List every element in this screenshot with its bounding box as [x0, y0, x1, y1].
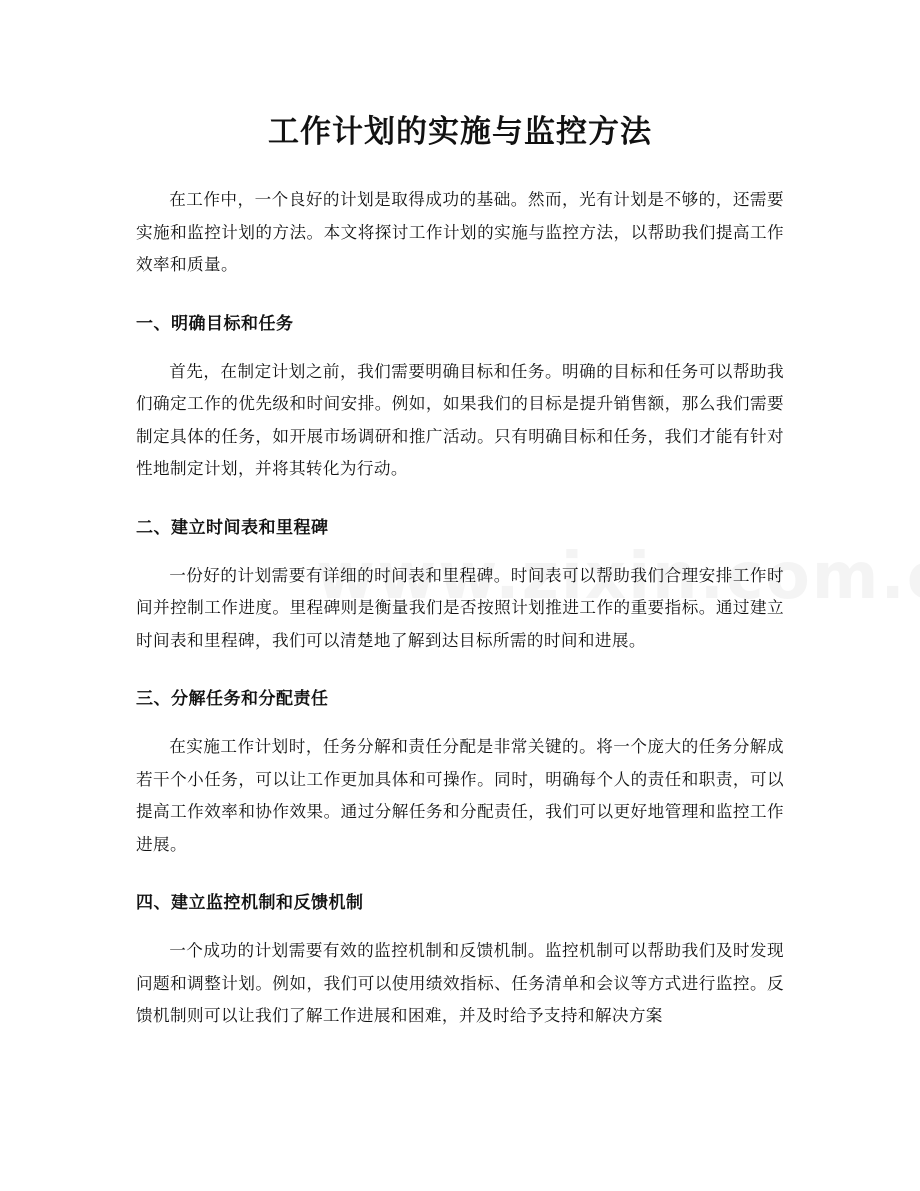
section-body-3: 在实施工作计划时，任务分解和责任分配是非常关键的。将一个庞大的任务分解成若干个小任务，可以让工作更加具体和可操作。同时，明确每个人的责任和职责，可以提高工作效率和协作效果。通过分解任务和分配责任，我们可以更好地管理和监控工作进展。 — [136, 737, 784, 854]
intro-paragraph: 在工作中，一个良好的计划是取得成功的基础。然而，光有计划是不够的，还需要实施和监控计划的方法。本文将探讨工作计划的实施与监控方法，以帮助我们提高工作效率和质量。 — [136, 190, 784, 274]
section-heading-1: 一、明确目标和任务 — [136, 313, 294, 334]
document-title: 工作计划的实施与监控方法 — [268, 114, 652, 150]
document-content — [136, 108, 784, 1033]
section-body-2: 一份好的计划需要有详细的时间表和里程碑。时间表可以帮助我们合理安排工作时间并控制工作进度。里程碑则是衡量我们是否按照计划推进工作的重要指标。通过建立时间表和里程碑，我们可以清楚地了解到达目标所需的时间和进展。 — [136, 565, 784, 650]
section-heading-2: 二、建立时间表和里程碑 — [136, 517, 329, 538]
section-heading-3: 三、分解任务和分配责任 — [136, 689, 329, 709]
section-body-4: 一个成功的计划需要有效的监控机制和反馈机制。监控机制可以帮助我们及时发现问题和调整计划。例如，我们可以使用绩效指标、任务清单和会议等方式进行监控。反馈机制则可以让我们了解工作进展和困难，并及时给予支持和解决方案 — [136, 941, 784, 1025]
section-heading-4: 四、建立监控机制和反馈机制 — [136, 893, 364, 913]
section-body-1: 首先，在制定计划之前，我们需要明确目标和任务。明确的目标和任务可以帮助我们确定工作的优先级和时间安排。例如，如果我们的目标是提升销售额，那么我们需要制定具体的任务，如开展市场调研和推广活动。只有明确目标和任务，我们才能有针对性地制定计划，并将其转化为行动。 — [136, 361, 784, 478]
